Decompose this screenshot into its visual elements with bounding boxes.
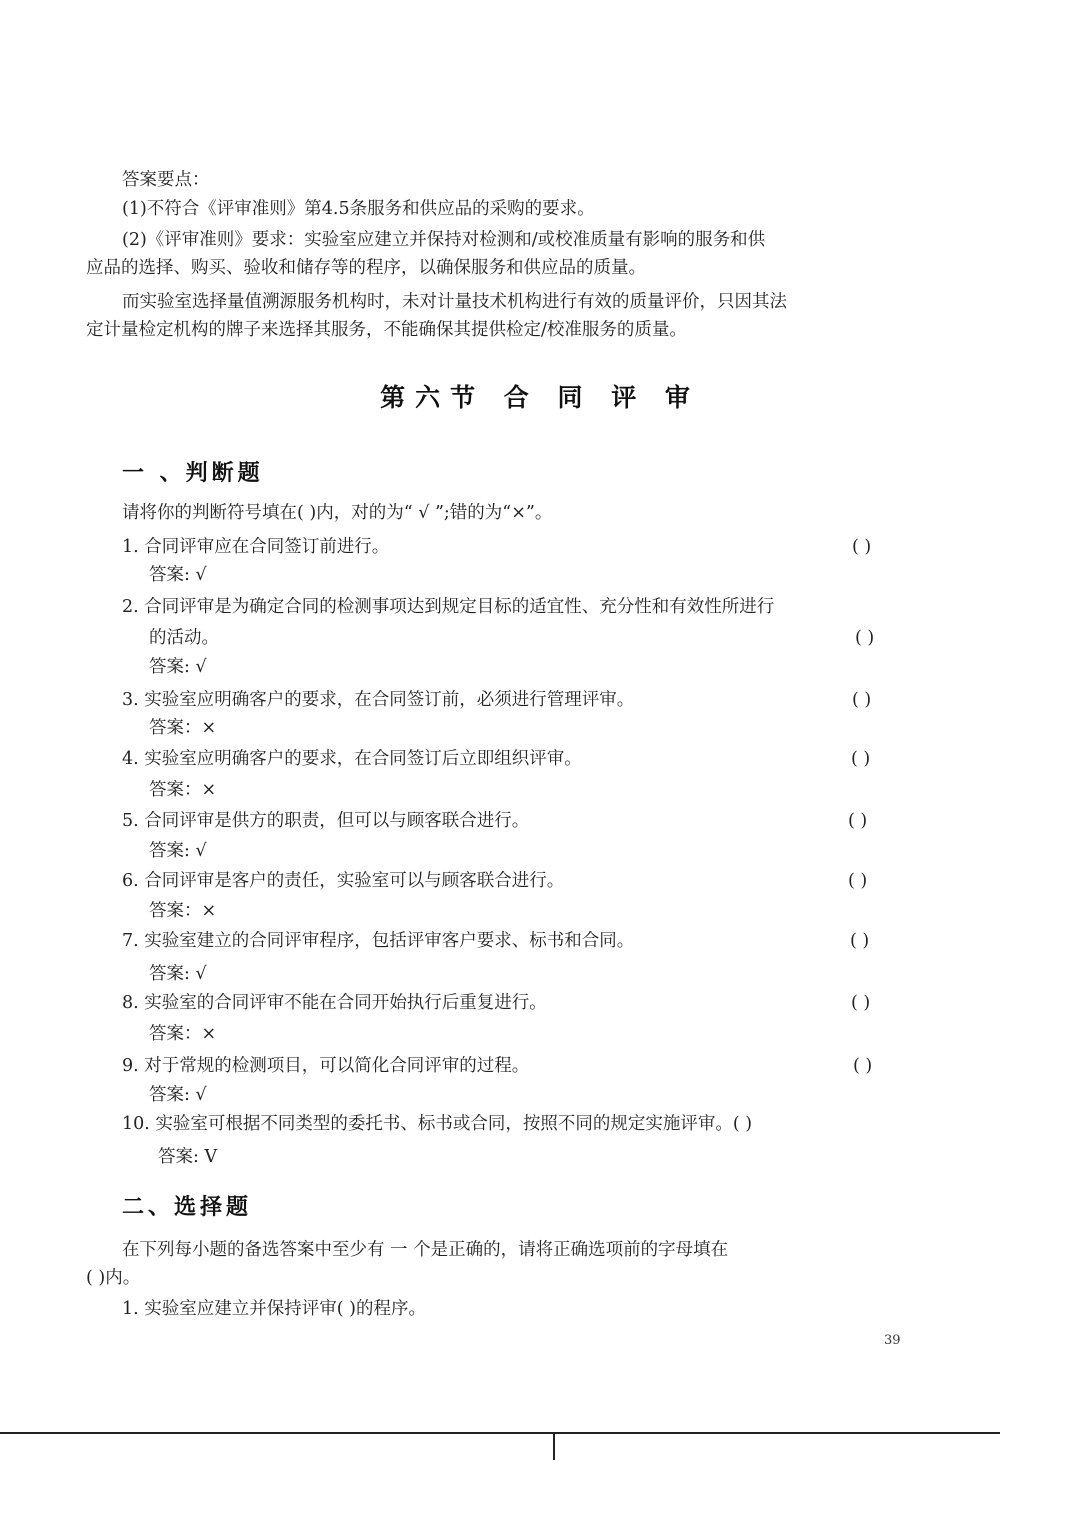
answer-para-3-line2: 定计量检定机构的牌子来选择其服务，不能确保其提供检定/校准服务的质量。 (86, 320, 687, 340)
answer-blank-9: ( ) (853, 1056, 873, 1076)
answer-point-2-line1: (2)《评审准则》要求：实验室应建立并保持对检测和/或校准质量有影响的服务和供 (122, 230, 766, 250)
question-9: 9. 对于常规的检测项目，可以简化合同评审的过程。 (122, 1056, 530, 1076)
choice-question-1: 1. 实验室应建立并保持评审( )的程序。 (122, 1299, 426, 1319)
question-6: 6. 合同评审是客户的责任，实验室可以与顾客联合进行。 (122, 871, 565, 891)
answer-5: 答案: √ (149, 841, 207, 861)
answer-4: 答案：× (149, 780, 217, 800)
answer-blank-2: ( ) (855, 628, 875, 648)
answer-7: 答案: √ (149, 964, 207, 984)
footer-divider-tick (553, 1434, 555, 1460)
answer-point-1: (1)不符合《评审准则》第4.5条服务和供应品的采购的要求。 (122, 199, 595, 219)
question-8: 8. 实验室的合同评审不能在合同开始执行后重复进行。 (122, 993, 547, 1013)
footer-rule (0, 1432, 1000, 1434)
answer-blank-1: ( ) (852, 537, 872, 557)
answer-blank-6: ( ) (848, 871, 868, 891)
answer-points-heading: 答案要点： (122, 170, 210, 190)
question-10: 10. 实验室可根据不同类型的委托书、标书或合同，按照不同的规定实施评审。( ) (122, 1114, 753, 1134)
answer-blank-5: ( ) (848, 811, 868, 831)
question-3: 3. 实验室应明确客户的要求，在合同签订前，必须进行管理评审。 (122, 690, 635, 710)
question-4: 4. 实验室应明确客户的要求，在合同签订后立即组织评审。 (122, 749, 582, 769)
answer-1: 答案: √ (149, 565, 207, 585)
answer-3: 答案：× (149, 718, 217, 738)
answer-blank-3: ( ) (852, 690, 872, 710)
answer-8: 答案：× (149, 1024, 217, 1044)
section-title: 第六节 合 同 评 审 (380, 383, 700, 412)
answer-6: 答案：× (149, 901, 217, 921)
answer-10: 答案: V (158, 1147, 218, 1167)
question-7: 7. 实验室建立的合同评审程序，包括评审客户要求、标书和合同。 (122, 931, 635, 951)
part2-instruction-line1: 在下列每小题的备选答案中至少有 一 个是正确的，请将正确选项前的字母填在 (122, 1240, 729, 1260)
answer-point-2-line2: 应品的选择、购买、验收和储存等的程序，以确保服务和供应品的质量。 (86, 258, 646, 278)
question-2: 2. 合同评审是为确定合同的检测事项达到规定目标的适宜性、充分性和有效性所进行 (122, 597, 775, 617)
question-1: 1. 合同评审应在合同签订前进行。 (122, 537, 390, 557)
answer-blank-8: ( ) (851, 993, 871, 1013)
part1-instruction: 请将你的判断符号填在( )内，对的为“ √ ”;错的为“×”。 (122, 503, 553, 523)
answer-2: 答案: √ (149, 657, 207, 677)
part2-heading: 二、选择题 (122, 1194, 253, 1220)
part1-heading: 一 、判断题 (122, 460, 264, 486)
page-number: 39 (884, 1333, 901, 1348)
question-2-line2: 的活动。 (149, 628, 219, 648)
answer-blank-4: ( ) (851, 749, 871, 769)
answer-para-3-line1: 而实验室选择量值溯源服务机构时，未对计量技术机构进行有效的质量评价，只因其法 (122, 292, 787, 312)
question-5: 5. 合同评审是供方的职责，但可以与顾客联合进行。 (122, 811, 530, 831)
answer-9: 答案: √ (149, 1085, 207, 1105)
answer-blank-7: ( ) (850, 931, 870, 951)
part2-instruction-line2: ( )内。 (86, 1268, 141, 1288)
